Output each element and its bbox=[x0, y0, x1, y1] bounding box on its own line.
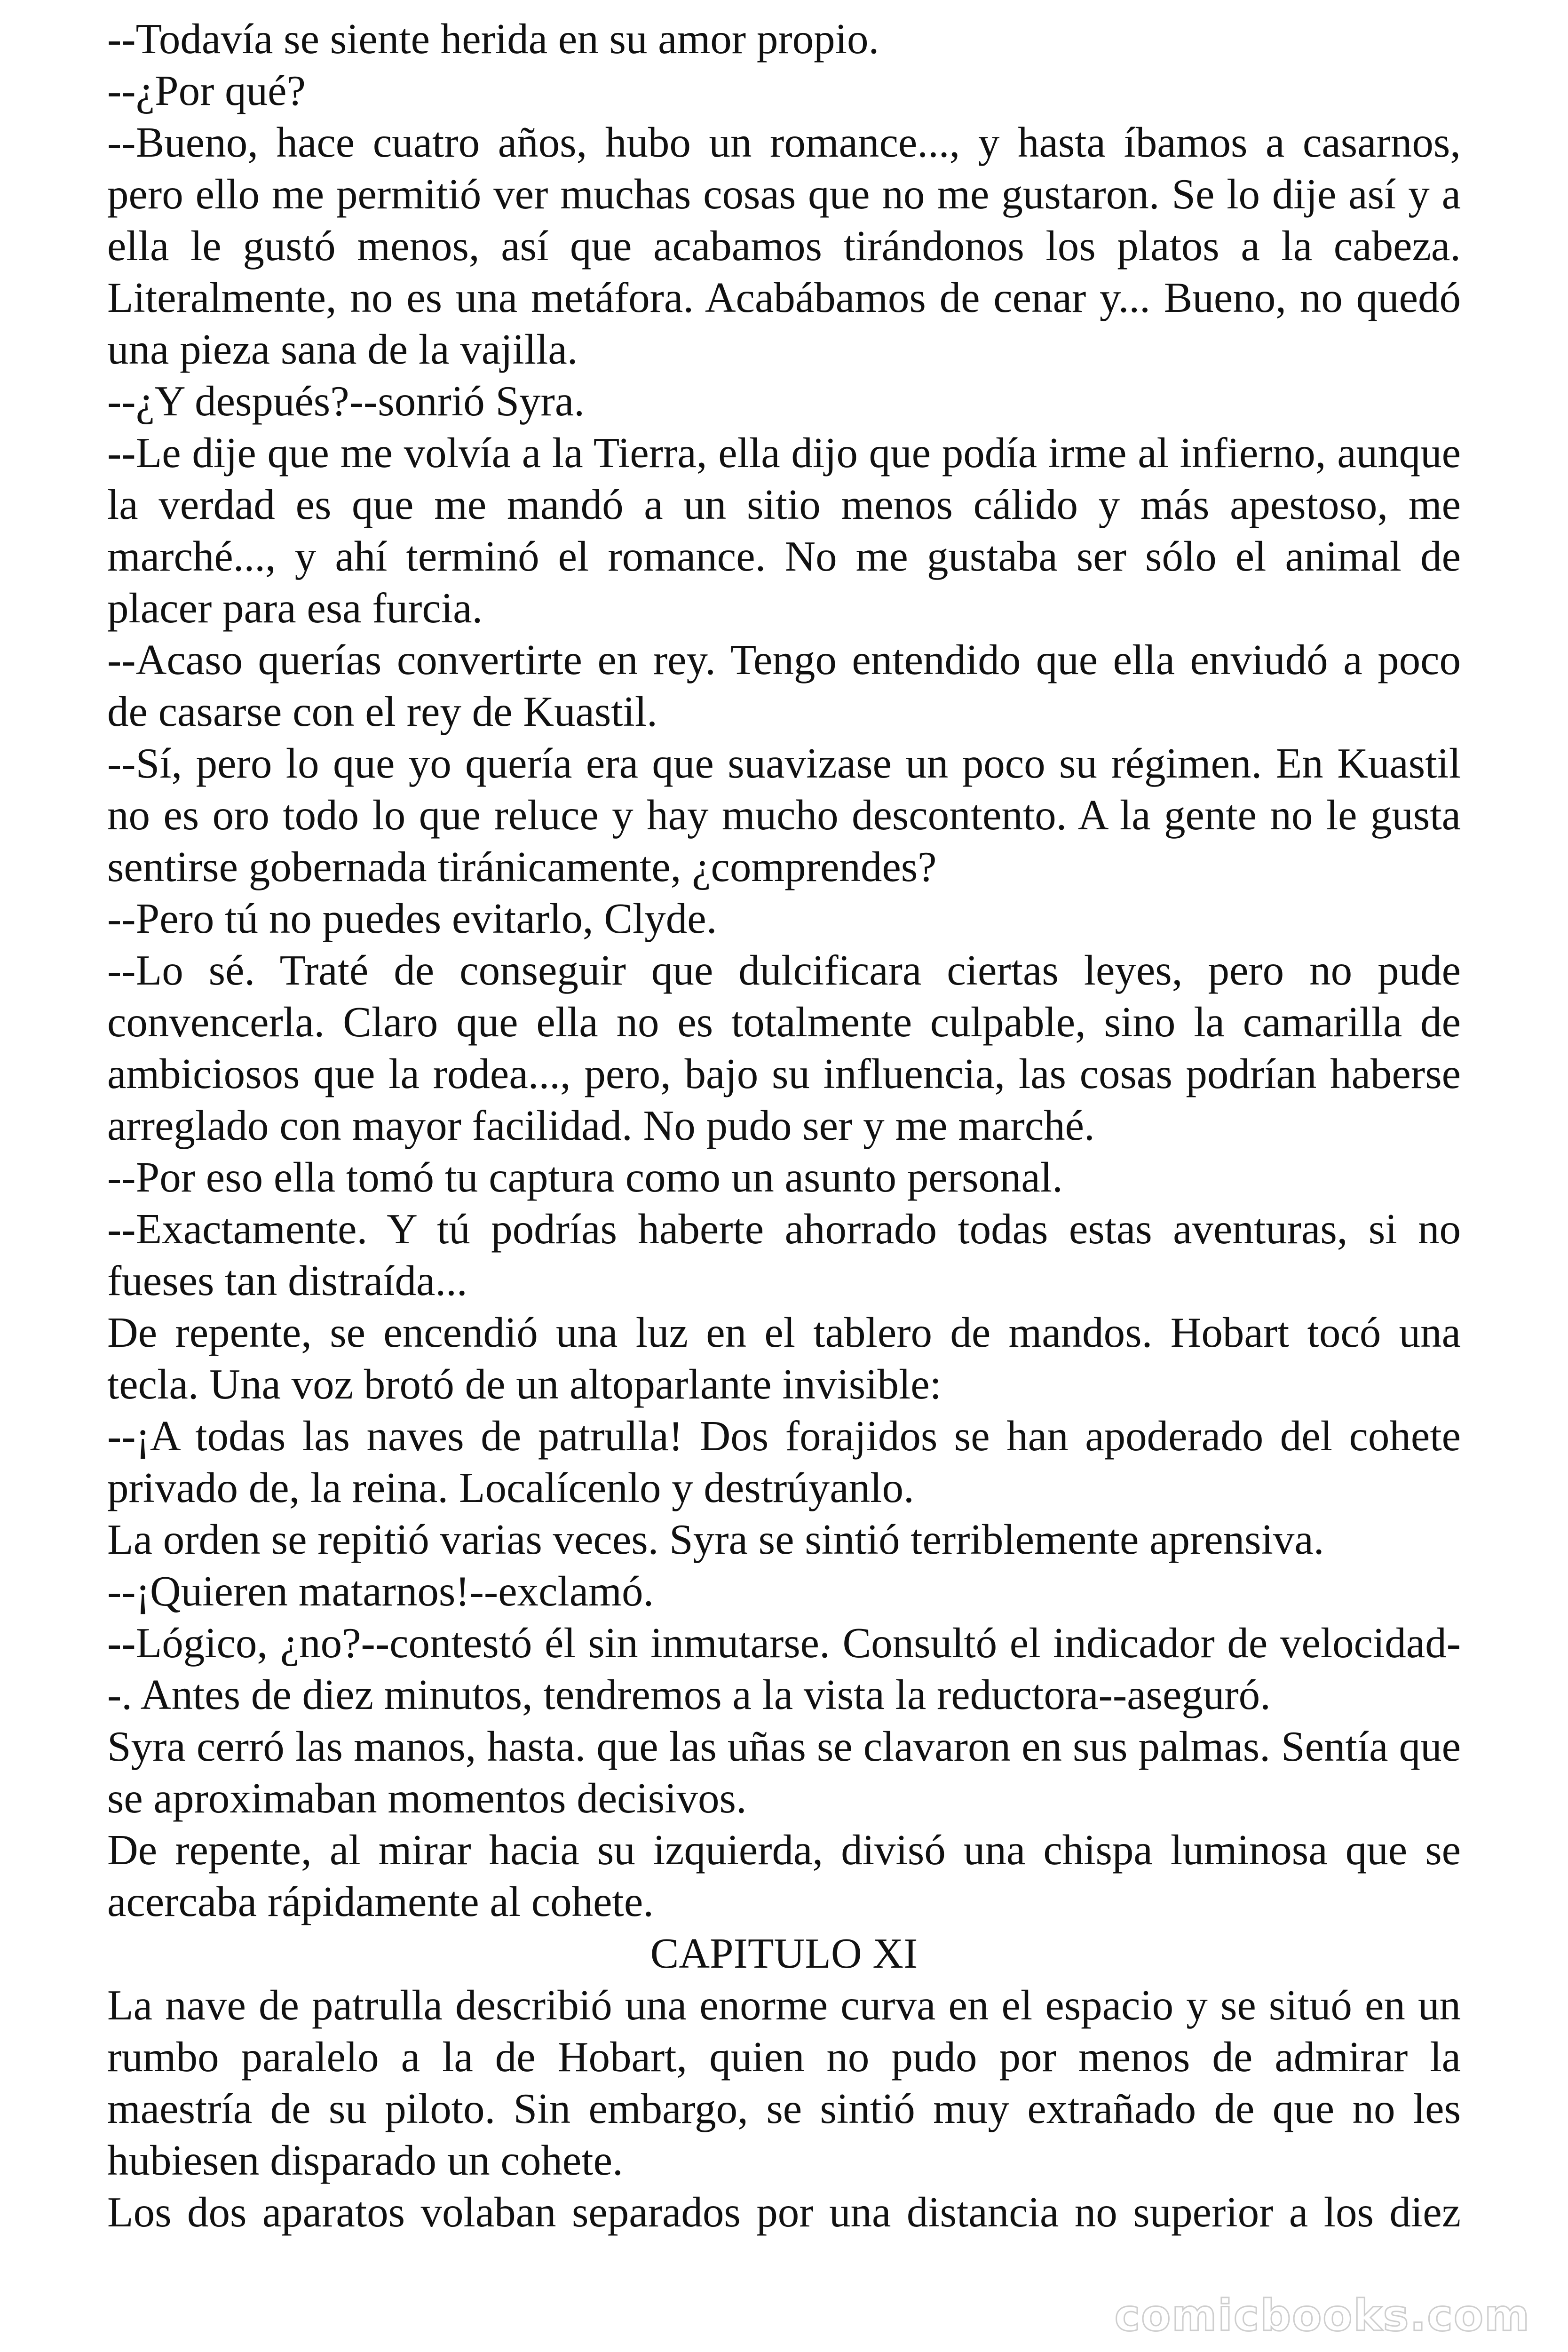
paragraph: --Pero tú no puedes evitarlo, Clyde. bbox=[107, 895, 717, 942]
paragraph: Los dos aparatos volaban separados por una distancia no superior a los diez bbox=[107, 2188, 1461, 2236]
paragraph: --Exactamente. Y tú podrías haberte ahorrado todas estas aventuras, si no fueses tan distraída... bbox=[107, 1205, 1461, 1304]
paragraph: --Bueno, hace cuatro años, hubo un romance..., y hasta íbamos a casarnos, pero ello me permitió ver muchas cosas que no me gustaron. Se lo dije así y a ella le gustó menos, así que acabamos tirándonos los platos a la cabeza. Literalmente, no es una metáfora. Acabábamos de cenar y... Bueno, no quedó una pieza sana de la vajilla. bbox=[107, 119, 1461, 373]
paragraph: --Acaso querías convertirte en rey. Tengo entendido que ella enviudó a poco de casarse con el rey de Kuastil. bbox=[107, 636, 1461, 735]
document-page bbox=[107, 13, 1461, 2238]
paragraph: --Lo sé. Traté de conseguir que dulcificara ciertas leyes, pero no pude convencerla. Claro que ella no es totalmente culpable, sino la camarilla de ambiciosos que la rodea..., pero, bajo su influencia, las cosas podrían haberse arreglado con mayor facilidad. No pudo ser y me marché. bbox=[107, 946, 1461, 1149]
paragraph: De repente, al mirar hacia su izquierda, divisó una chispa luminosa que se acercaba rápidamente al cohete. bbox=[107, 1826, 1461, 1925]
paragraph: La nave de patrulla describió una enorme curva en el espacio y se situó en un rumbo paralelo a la de Hobart, quien no pudo por menos de admirar la maestría de su piloto. Sin embargo, se sintió muy extrañado de que no les hubiesen disparado un cohete. bbox=[107, 1981, 1461, 2184]
paragraph: --Lógico, ¿no?--contestó él sin inmutarse. Consultó el indicador de velocidad--. Antes de diez minutos, tendremos a la vista la reductora--aseguró. bbox=[107, 1619, 1461, 1718]
paragraph: --¡Quieren matarnos!--exclamó. bbox=[107, 1567, 654, 1615]
paragraph: Syra cerró las manos, hasta. que las uñas se clavaron en sus palmas. Sentía que se aproximaban momentos decisivos. bbox=[107, 1723, 1461, 1822]
paragraph: --Todavía se siente herida en su amor propio. bbox=[107, 15, 879, 63]
paragraph: De repente, se encendió una luz en el tablero de mandos. Hobart tocó una tecla. Una voz brotó de un altoparlante invisible: bbox=[107, 1309, 1461, 1408]
paragraph: --¿Por qué? bbox=[107, 67, 306, 114]
paragraph: La orden se repitió varias veces. Syra se sintió terriblemente aprensiva. bbox=[107, 1516, 1324, 1563]
chapter-heading: CAPITULO XI bbox=[650, 1930, 918, 1977]
paragraph: --Le dije que me volvía a la Tierra, ella dijo que podía irme al infierno, aunque la verdad es que me mandó a un sitio menos cálido y más apestoso, me marché..., y ahí terminó el romance. No me gustaba ser sólo el animal de placer para esa furcia. bbox=[107, 429, 1461, 632]
paragraph: --Sí, pero lo que yo quería era que suavizase un poco su régimen. En Kuastil no es oro todo lo que reluce y hay mucho descontento. A la gente no le gusta sentirse gobernada tiránicamente, ¿comprendes? bbox=[107, 739, 1461, 890]
paragraph: --Por eso ella tomó tu captura como un asunto personal. bbox=[107, 1153, 1063, 1201]
paragraph: --¿Y después?--sonrió Syra. bbox=[107, 377, 585, 425]
paragraph: --¡A todas las naves de patrulla! Dos forajidos se han apoderado del cohete privado de, la reina. Localícenlo y destrúyanlo. bbox=[107, 1412, 1461, 1511]
watermark-logo: comicbooks.com bbox=[1114, 2290, 1530, 2341]
